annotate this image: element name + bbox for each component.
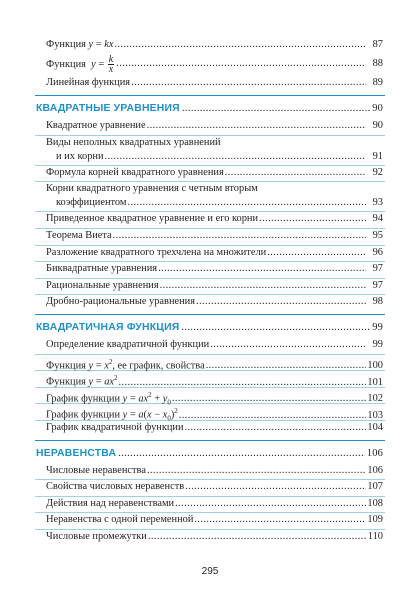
leader-dots	[147, 464, 366, 478]
toc-entry[interactable]	[35, 404, 385, 421]
toc-entry-title: Виды неполных квадратных уравнений	[46, 136, 221, 148]
section-quadratic-function	[35, 314, 385, 438]
toc-entry-title: Неравенства с одной переменной	[46, 514, 194, 526]
section-title: КВАДРАТИЧНАЯ ФУНКЦИЯ	[36, 321, 180, 333]
toc-entry-page: 89	[372, 76, 383, 88]
toc-entry[interactable]	[35, 229, 385, 246]
toc-entry[interactable]	[35, 480, 385, 497]
section-page: 90	[372, 103, 383, 115]
toc-entry-page: 102	[367, 393, 383, 405]
toc-entry[interactable]	[35, 421, 385, 438]
leader-dots	[181, 319, 370, 336]
leader-dots	[116, 57, 366, 71]
toc-entry-title: Функция y = $\frac{k}{x}$	[46, 53, 114, 75]
toc-entry-title-cont: и их корни	[56, 150, 104, 162]
leader-dots	[182, 100, 370, 117]
toc-entry-page: 93	[372, 197, 383, 209]
toc-entry-title-cont: коэффициентом	[56, 197, 127, 209]
leader-dots	[196, 295, 366, 309]
leader-dots	[114, 38, 366, 52]
fraction: $\frac{k}{x}$	[108, 53, 114, 75]
section-heading[interactable]	[35, 100, 385, 119]
toc-entry[interactable]	[35, 119, 385, 136]
toc-entry-page: 107	[367, 481, 383, 493]
leader-dots	[148, 530, 366, 544]
toc-entry-page: 108	[367, 497, 383, 509]
toc-entry-title: График функции $y = ax^2 + y_0$	[46, 390, 171, 407]
toc-entry[interactable]	[35, 355, 385, 372]
toc-entry-title: Приведенное квадратное уравнение и его корни	[46, 213, 259, 225]
toc-entry[interactable]	[35, 166, 385, 183]
toc-entry[interactable]	[35, 246, 385, 263]
leader-dots	[158, 262, 366, 276]
toc-entry-title: Рациональные уравнения	[46, 279, 159, 291]
leader-dots	[259, 212, 366, 226]
toc-entry[interactable]	[35, 136, 385, 166]
toc-entry[interactable]	[35, 464, 385, 481]
table-of-contents	[35, 38, 385, 548]
toc-entry-page: 90	[372, 120, 383, 132]
toc-entry-page: 88	[372, 58, 383, 70]
toc-entry[interactable]	[35, 530, 385, 547]
toc-entry-page: 97	[372, 263, 383, 275]
toc-entry-page: 95	[372, 229, 383, 241]
leader-dots	[175, 497, 366, 511]
section-heading[interactable]	[35, 445, 385, 464]
toc-entry[interactable]	[35, 371, 385, 388]
leader-dots	[185, 421, 366, 435]
toc-entry-title: Числовые промежутки	[46, 530, 147, 542]
toc-entry-page: 100	[367, 360, 383, 371]
toc-entry[interactable]	[35, 497, 385, 514]
toc-entry[interactable]	[35, 212, 385, 229]
section-page: 106	[366, 447, 383, 459]
toc-entry-page: 101	[367, 376, 383, 388]
section-inequalities	[35, 440, 385, 547]
toc-entry-title: Формула корней квадратного уравнения	[46, 166, 224, 178]
leader-dots	[194, 513, 366, 527]
toc-entry[interactable]	[35, 38, 385, 55]
toc-entry[interactable]	[35, 388, 385, 405]
leader-dots	[210, 338, 366, 352]
section-page: 99	[372, 321, 383, 333]
top-entries	[35, 38, 385, 92]
toc-entry-title: Числовые неравенства	[46, 464, 146, 476]
toc-entry-page: 98	[372, 296, 383, 308]
section-title: НЕРАВЕНСТВА	[36, 447, 117, 459]
toc-entry-page: 87	[372, 39, 383, 50]
leader-dots	[131, 76, 366, 90]
toc-entry-page: 94	[372, 213, 383, 225]
toc-entry-page: 104	[367, 421, 383, 433]
leader-dots	[113, 229, 366, 243]
toc-entry[interactable]	[35, 279, 385, 296]
leader-dots	[127, 196, 366, 210]
toc-entry[interactable]	[35, 262, 385, 279]
toc-entry-title: Квадратное уравнение	[46, 120, 146, 132]
toc-entry-title: Функция y = kx	[46, 39, 114, 50]
leader-dots	[185, 480, 366, 494]
toc-entry-page: 103	[367, 409, 383, 421]
toc-entry[interactable]	[35, 76, 385, 93]
toc-entry-page: 110	[367, 530, 383, 542]
toc-entry-title: Свойства числовых неравенств	[46, 481, 185, 493]
leader-dots	[225, 166, 366, 180]
toc-entry-title: Функция $y = x^2$, ее график, свойства	[46, 357, 205, 371]
toc-entry-title: Теорема Виета	[46, 229, 112, 241]
toc-entry[interactable]	[35, 338, 385, 355]
leader-dots	[160, 279, 366, 293]
toc-entry-title: График квадратичной функции	[46, 421, 184, 433]
toc-entry-title: Биквадратные уравнения	[46, 263, 158, 275]
toc-entry[interactable]	[35, 182, 385, 212]
toc-entry-page: 92	[372, 166, 383, 178]
toc-entry-title: Линейная функция	[46, 76, 131, 88]
toc-entry-page: 91	[372, 150, 383, 162]
toc-entry[interactable]	[35, 295, 385, 312]
toc-entry-title: Действия над неравенствами	[46, 497, 175, 509]
leader-dots	[267, 246, 366, 260]
toc-entry-title: Определение квадратичной функции	[46, 338, 210, 350]
toc-entry-page: 106	[367, 464, 383, 476]
page-number: 295	[201, 566, 219, 577]
toc-entry-page: 97	[372, 279, 383, 291]
section-heading[interactable]	[35, 319, 385, 338]
section-title: КВАДРАТНЫЕ УРАВНЕНИЯ	[36, 103, 180, 115]
leader-dots	[118, 445, 365, 462]
toc-entry-title: Дробно-рациональные уравнения	[46, 296, 196, 308]
toc-entry-title: Корни квадратного уравнения с четным вторым	[46, 183, 258, 195]
toc-entry[interactable]	[35, 55, 385, 76]
toc-entry-title: Функция $y = ax^2$	[46, 374, 118, 388]
toc-entry-page: 109	[367, 514, 383, 526]
leader-dots	[147, 119, 366, 133]
leader-dots	[105, 150, 366, 164]
toc-entry-title: Разложение квадратного трехчлена на множители	[46, 246, 267, 258]
toc-entry-page: 99	[372, 338, 383, 350]
toc-entry-title: График функции $y = a(x - x_0)^2$	[46, 407, 178, 423]
toc-entry[interactable]	[35, 513, 385, 530]
section-quadratic-equations	[35, 95, 385, 312]
toc-entry-page: 96	[372, 246, 383, 258]
